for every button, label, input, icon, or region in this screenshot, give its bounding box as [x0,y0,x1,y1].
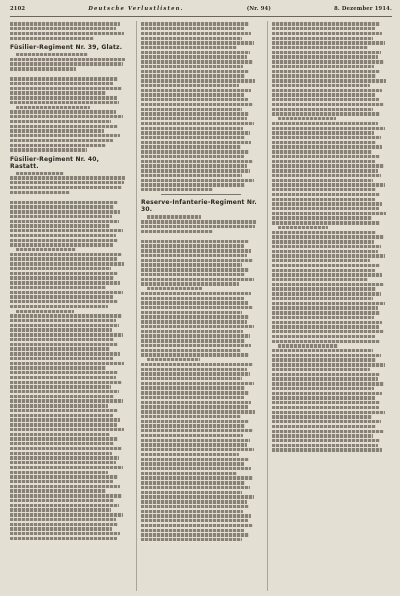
column-3-text [272,22,392,451]
column-3 [267,21,392,591]
column-1 [10,21,130,591]
regiment-heading: Füsilier-Regiment Nr. 39, Glatz. [10,43,123,51]
regiment-heading: Reserve-Infanterie-Regiment Nr. 30. [141,199,257,214]
column-1-top-text [10,22,130,40]
page-header [10,6,392,17]
column-2 [136,21,261,591]
section-divider [161,194,241,195]
issue-date: 8. Dezember 1914. [334,6,392,12]
page-number: 2102 [10,6,26,12]
issue-number: (Nr. 94) [246,6,272,12]
regiment-text-block [10,53,130,152]
column-2-top-text [141,22,261,191]
page-title: Deutsche Verlustlisten. [88,6,184,12]
regiment-text-block [10,172,130,541]
regiment-text-block [141,215,261,541]
regiment-heading: Füsilier-Regiment Nr. 40, Rastatt. [10,155,100,170]
